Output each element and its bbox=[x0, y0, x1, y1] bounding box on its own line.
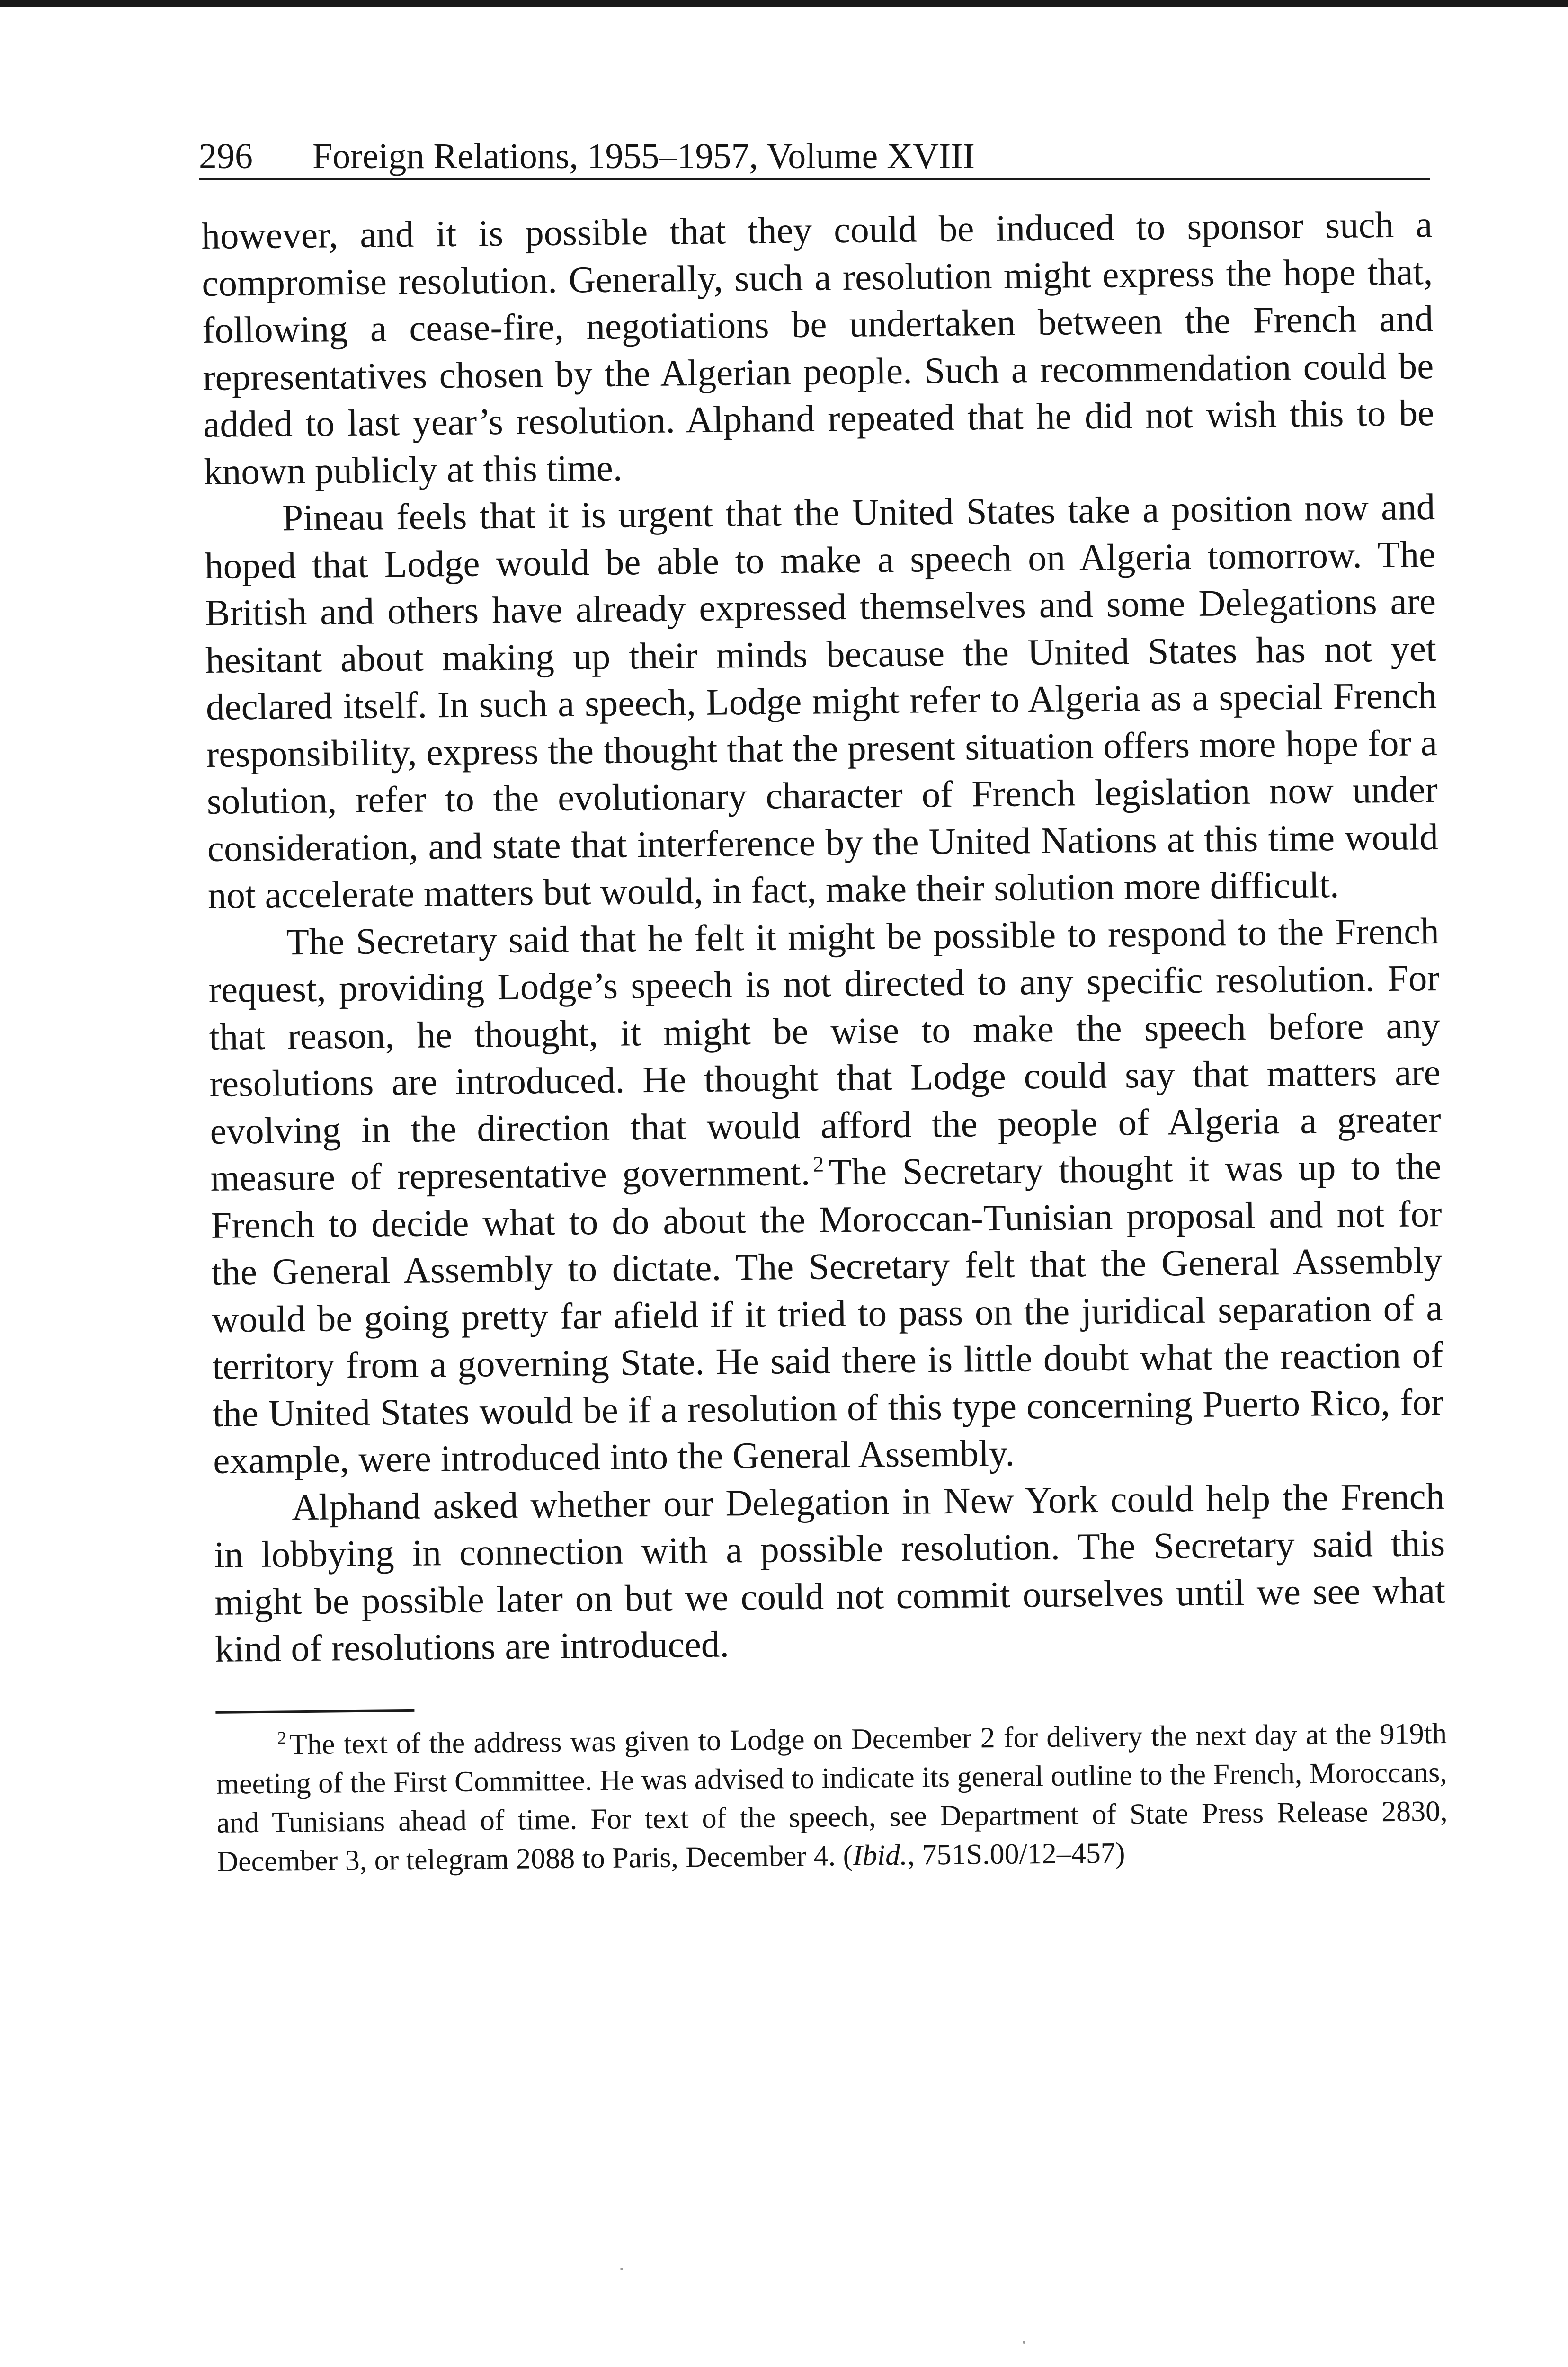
paragraph-3-part-2: The Secretary thought it was up to the French to decide what to do about the Moroccan-Tunisian proposal and not for the General Assembly to dictate. The Secretary felt that the General Assembly would be going pretty far afield if it tried to pass on the juridical separation of a territory from a governing State. He said there is little doubt what the reaction of the United States would be if a resolution of this type concerning Puerto Rico, for example, were introduced into the General Assembly. bbox=[211, 1146, 1444, 1482]
page-number: 296 bbox=[199, 136, 253, 176]
footnote-divider bbox=[215, 1709, 414, 1713]
scan-speck bbox=[620, 2268, 623, 2270]
footnote bbox=[216, 1714, 1448, 1881]
footnote-reference: 2 bbox=[812, 1152, 824, 1176]
footnote-text: The text of the address was given to Lodge on December 2 for delivery the next day at the 919th meeting of the First Committee. He was advised to indicate its general outline to the French, Moroccans, and Tunisians ahead of time. For text of the speech, see Department of State Press Release 2830, December 3, or telegram 2088 to Paris, December 4. ( bbox=[216, 1717, 1448, 1878]
running-head bbox=[199, 135, 1430, 180]
footnote-citation: , 751S.00/12–457) bbox=[907, 1836, 1125, 1871]
paragraph-3-part-1: The Secretary said that he felt it might be possible to respond to the French request, providing Lodge’s speech is not directed to any specific resolution. For that reason, he thought, it might be wise to make the speech before any resolutions are introduced. He thought that Lodge could say that matters are evolving in the direction that would afford the people of Algeria a greater measure of representative government. bbox=[208, 910, 1441, 1199]
scan-top-edge bbox=[0, 0, 1568, 7]
footnote-number: 2 bbox=[277, 1727, 287, 1748]
paragraph-4: Alphand asked whether our Delegation in New York could help the French in lobbying in connection with a possible resolution. The Secretary said this might be possible later on but we could not commit ourselves until we see what kind of resolutions are introduced. bbox=[214, 1476, 1446, 1670]
paragraph-1: however, and it is possible that they could be induced to sponsor such a compromise resolution. Generally, such a resolution might express the hope that, following a cease-fire, negotiations be undertaken between the French and representatives chosen by the Algerian people. Such a recommendation could be added to last year’s resolution. Alphand repeated that he did not wish this to be known publicly at this time. bbox=[201, 204, 1434, 493]
paragraph-3 bbox=[208, 908, 1444, 1485]
running-head-title: Foreign Relations, 1955–1957, Volume XVIII bbox=[312, 136, 975, 176]
footnote-ibid: Ibid. bbox=[852, 1839, 908, 1872]
scan-speck bbox=[1023, 2341, 1025, 2344]
paragraph-2: Pineau feels that it is urgent that the United States take a position now and hoped that Lodge would be able to make a speech on Algeria tomorrow. The British and others have already expressed themselves and some Delegations are hesitant about making up their minds because the United States has not yet declared itself. In such a speech, Lodge might refer to Algeria as a special French responsibility, express the thought that the present situation offers more hope for a solution, refer to the evolutionary character of French legislation now under consideration, and state that interference by the United Nations at this time would not accelerate matters but would, in fact, make their solution more difficult. bbox=[204, 487, 1439, 917]
body-text bbox=[201, 201, 1448, 1881]
